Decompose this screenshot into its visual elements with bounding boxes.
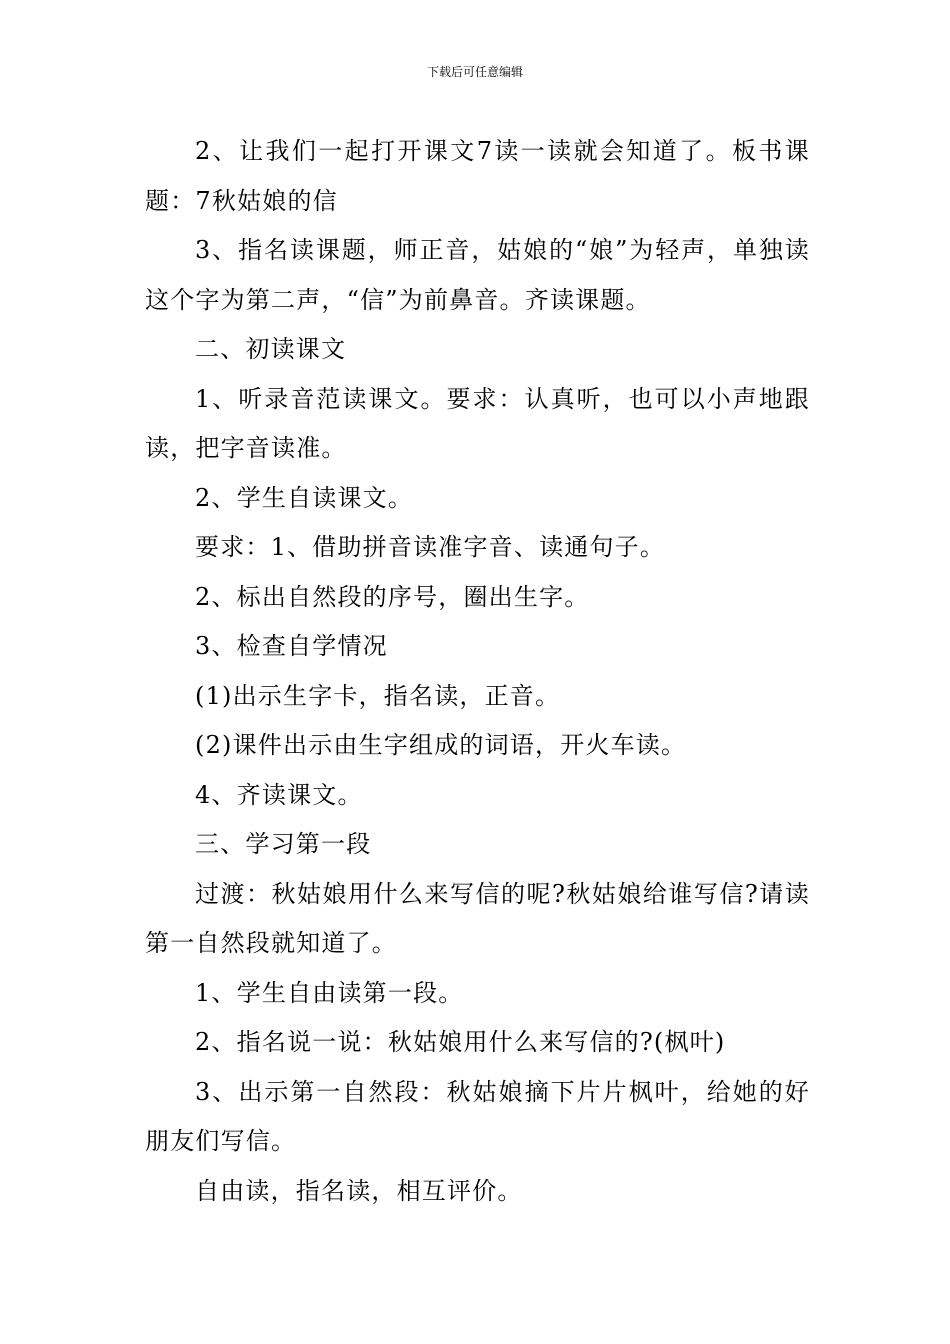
paragraph-11: 4、齐读课文。 (195, 780, 363, 809)
paragraph-1: 2、让我们一起打开课文7读一读就会知道了。板书课题：7秋姑娘的信 (145, 137, 810, 215)
paragraph-10: (2)课件出示由生字组成的词语，开火车读。 (195, 731, 687, 759)
paragraph-13: 过渡：秋姑娘用什么来写信的呢?秋姑娘给谁写信?请读第一自然段就知道了。 (145, 879, 810, 957)
section-heading-first-reading: 二、初读课文 (195, 335, 347, 363)
section-heading-first-paragraph: 三、学习第一段 (195, 830, 372, 858)
paragraph-15: 2、指名说一说：秋姑娘用什么来写信的?(枫叶) (195, 1028, 726, 1056)
document-body (145, 127, 810, 1216)
paragraph-8: 3、检查自学情况 (195, 632, 388, 660)
paragraph-6: 要求：1、借助拼音读准字音、读通句子。 (195, 533, 666, 561)
paragraph-4: 1、听录音范读课文。要求：认真听，也可以小声地跟读，把字音读准。 (145, 384, 810, 462)
paragraph-2: 3、指名读课题，师正音，姑娘的“娘”为轻声，单独读这个字为第二声，“信”为前鼻音。齐读课题。 (145, 236, 810, 314)
page-header-note: 下载后可任意编辑 (426, 65, 523, 79)
paragraph-16: 3、出示第一自然段：秋姑娘摘下片片枫叶，给她的好朋友们写信。 (145, 1077, 810, 1155)
paragraph-9: (1)出示生字卡，指名读，正音。 (195, 681, 561, 710)
paragraph-14: 1、学生自由读第一段。 (195, 978, 464, 1007)
paragraph-5: 2、学生自读课文。 (195, 483, 414, 512)
paragraph-17: 自由读，指名读，相互评价。 (195, 1176, 523, 1205)
paragraph-7: 2、标出自然段的序号，圈出生字。 (195, 582, 590, 611)
